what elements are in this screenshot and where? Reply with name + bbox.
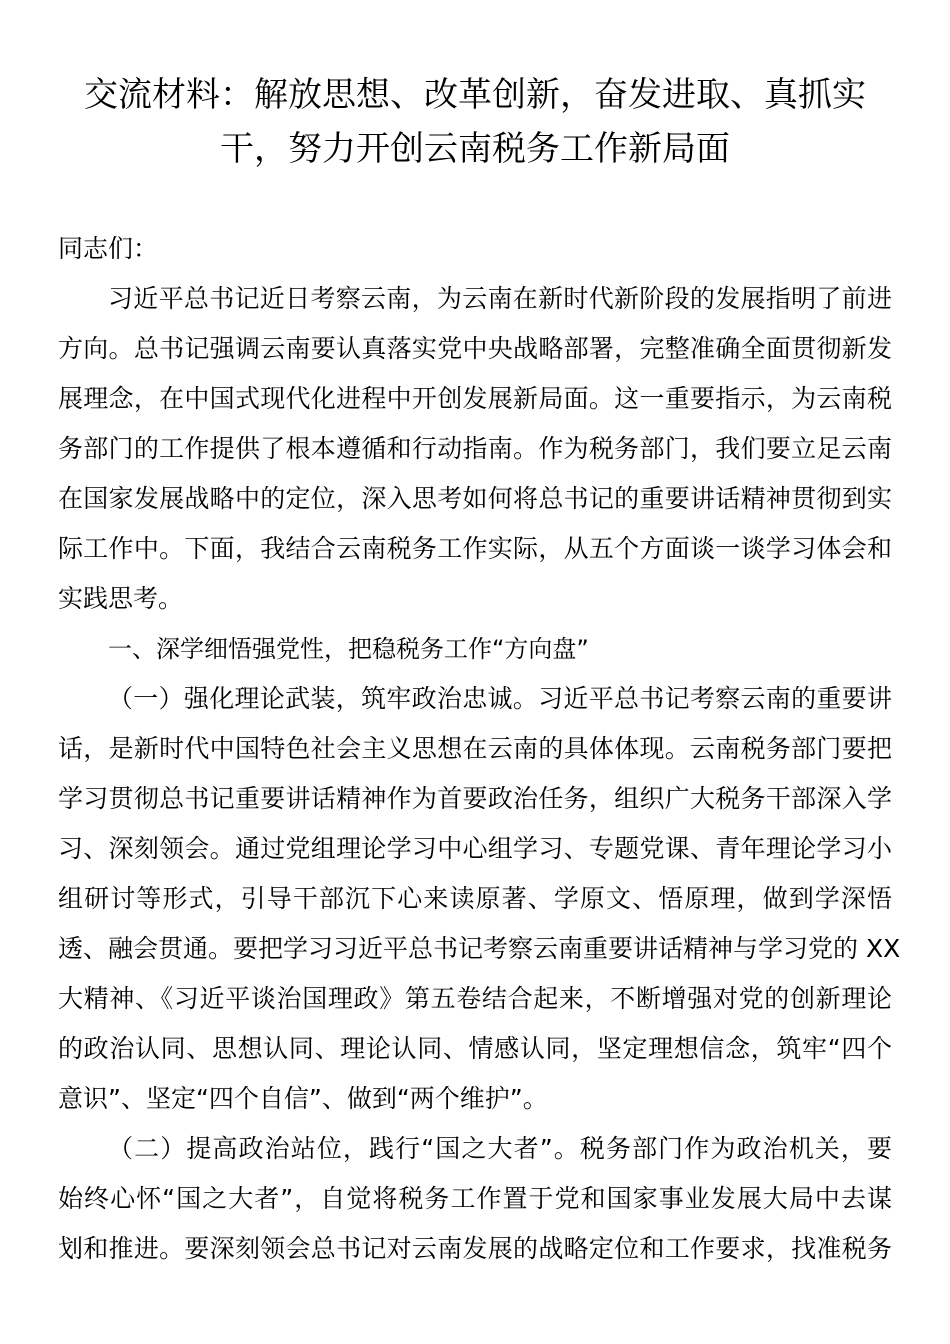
text-line: （二）提高政治站位，践行“国之大者”。税务部门作为政治机关，要 [108,1134,892,1163]
text-line: 话，是新时代中国特色社会主义思想在云南的具体体现。云南税务部门要把 [58,734,892,763]
text-line: 习近平总书记近日考察云南，为云南在新时代新阶段的发展指明了前进 [108,284,892,313]
text-line: 学习贯彻总书记重要讲话精神作为首要政治任务，组织广大税务干部深入学 [58,784,892,813]
text-line: 际工作中。下面，我结合云南税务工作实际，从五个方面谈一谈学习体会和 [58,534,892,563]
paragraph-1-1 [58,674,901,1124]
text-line: （一）强化理论武装，筑牢政治忠诚。习近平总书记考察云南的重要讲 [108,684,892,713]
document-title [58,0,892,176]
title-line: 干，努力开创云南税务工作新局面 [220,129,730,169]
text-line: 组研讨等形式，引导干部沉下心来读原著、学原文、悟原理，做到学深悟 [58,884,892,913]
text-line: 透、融会贯通。要把学习习近平总书记考察云南重要讲话精神与学习党的 XX [58,934,901,963]
text-line: 始终心怀“国之大者”，自觉将税务工作置于党和国家事业发展大局中去谋 [58,1184,892,1213]
text-line: 习、深刻领会。通过党组理论学习中心组学习、专题党课、青年理论学习小 [58,834,892,863]
section-heading: 一、深学细悟强党性，把稳税务工作“方向盘” [108,635,589,663]
text-line: 划和推进。要深刻领会总书记对云南发展的战略定位和工作要求，找准税务 [58,1234,892,1263]
text-line: 实践思考。 [58,584,184,613]
text-line: 大精神、《习近平谈治国理政》第五卷结合起来，不断增强对党的创新理论 [58,984,892,1013]
title-line: 交流材料：解放思想、改革创新，奋发进取、真抓实 [84,75,866,115]
paragraph-1-2 [58,1124,892,1274]
text-line: 方向。总书记强调云南要认真落实党中央战略部署，完整准确全面贯彻新发 [58,334,892,363]
text-line: 务部门的工作提供了根本遵循和行动指南。作为税务部门，我们要立足云南 [58,434,892,463]
text-line: 在国家发展战略中的定位，深入思考如何将总书记的重要讲话精神贯彻到实 [58,484,892,513]
text-line: 意识”、坚定“四个自信”、做到“两个维护”。 [58,1084,548,1113]
text-line: 展理念，在中国式现代化进程中开创发展新局面。这一重要指示，为云南税 [58,384,892,413]
text-line: 的政治认同、思想认同、理论认同、情感认同，坚定理想信念，筑牢“四个 [58,1034,892,1063]
salutation: 同志们： [58,234,159,263]
document-body [58,224,901,1274]
paragraph-intro [58,274,892,624]
